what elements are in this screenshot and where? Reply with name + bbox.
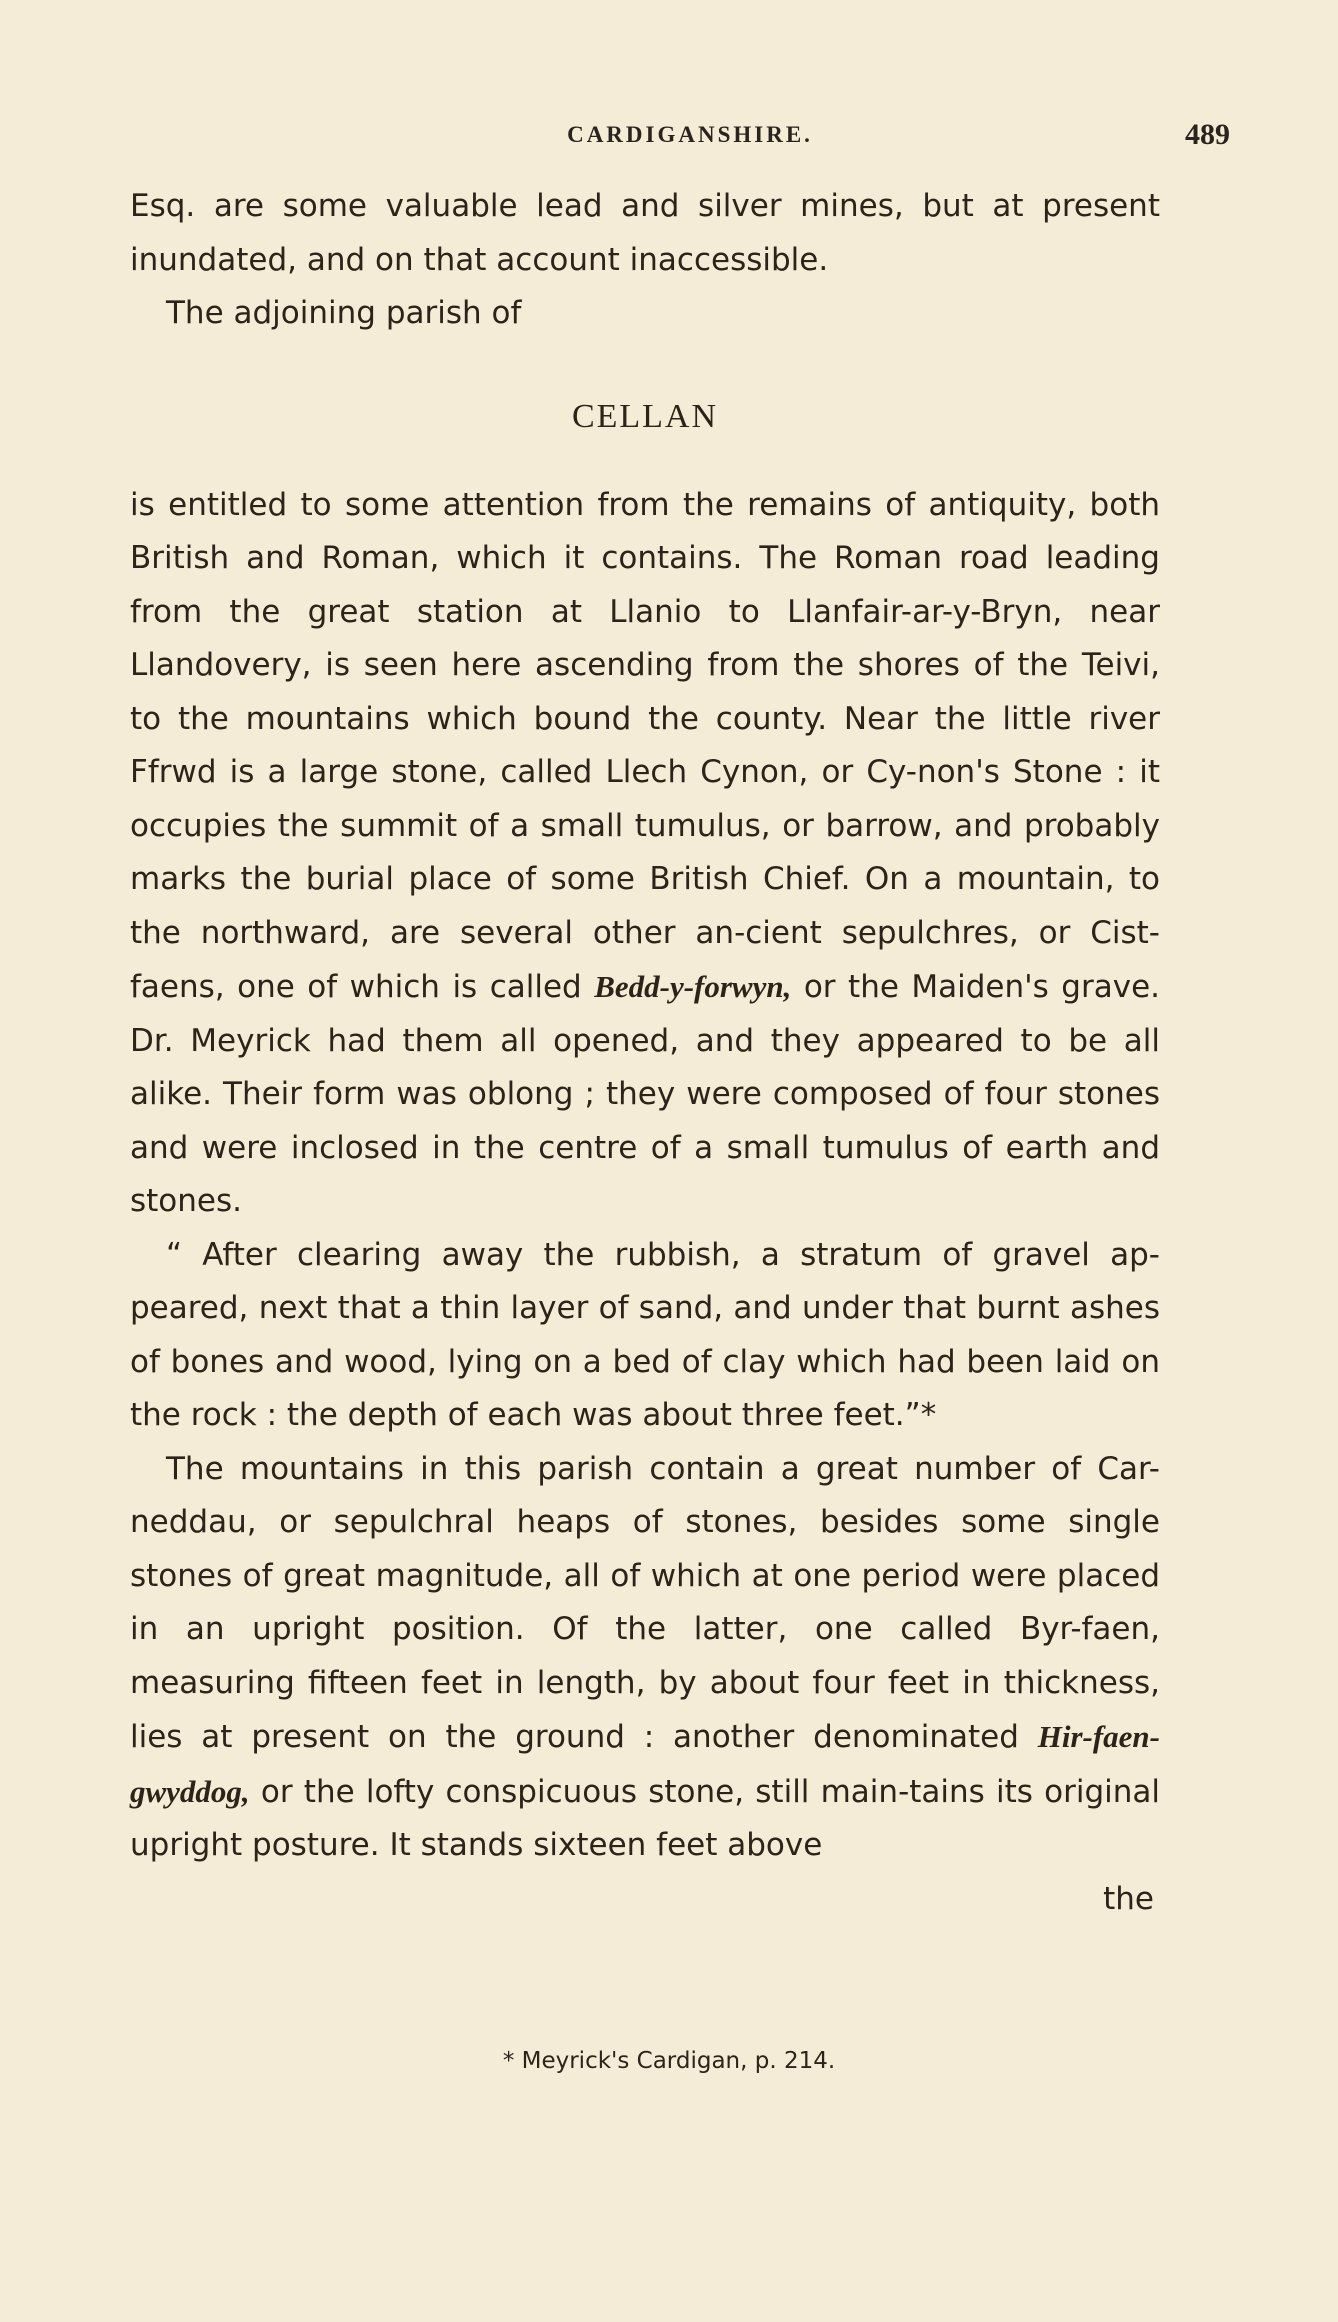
paragraph-text: is entitled to some attention from the remains of antiquity, both British and Roman, which it contains. The Roman road leading from the great station at Llanio to Llanfair-ar-y-Bryn, near Llandovery, is seen here ascending from the shores of the Teivi, to the mountains which bound the county. Near the little river Ffrwd is a large stone, called Llech Cynon, or Cy-non's Stone : it occupies the summit of a small tumulus, or barrow, and probably marks the burial place of some British Chief. On a mountain, to the northward, are several other an-cient sepulchres, or Cist-faens, one of which is called [130, 486, 1160, 1005]
running-title: CARDIGANSHIRE. [567, 122, 813, 147]
intro-text: Esq. are some valuable lead and silver mines, but at present inundated, and on that account inaccessible. [130, 188, 1160, 278]
section-heading: CELLAN [571, 397, 719, 435]
paragraph-carneddau [130, 1443, 1160, 1873]
footnote: * Meyrick's Cardigan, p. 214. [502, 2048, 836, 2074]
body-text [130, 180, 1160, 1926]
italic-place-name: Hir-faen-gwyddog, [130, 1719, 1160, 1809]
catchword: the [1103, 1880, 1154, 1917]
paragraph-cellan [130, 479, 1160, 1229]
page-number: 489 [1185, 118, 1230, 151]
intro-lead-in: The adjoining parish of [166, 295, 522, 331]
paragraph-text: The mountains in this parish contain a great number of Car-neddau, or sepulchral heaps of stones, besides some single stones of great magnitude, all of which at one period were placed in an upright position. Of the latter, one called Byr-faen, measuring fifteen feet in length, by about four feet in thickness, lies at present on the ground : another denominated [130, 1450, 1160, 1755]
paragraph-text: or the lofty conspicuous stone, still main-tains its original upright posture. It stands sixteen feet above [130, 1773, 1160, 1863]
italic-place-name: Bedd-y-forwyn, [594, 969, 792, 1004]
running-head [130, 118, 1230, 162]
quotation-paragraph: “ After clearing away the rubbish, a stratum of gravel ap-peared, next that a thin layer of sand, and under that burnt ashes of bones and wood, lying on a bed of clay which had been laid on the rock : the depth of each was about three feet.”* [130, 1236, 1160, 1433]
paragraph-text: or the Maiden's grave. Dr. Meyrick had them all opened, and they appeared to be all alike. Their form was oblong ; they were composed of four stones and were inclosed in the centre of a small tumulus of earth and stones. [130, 969, 1160, 1219]
